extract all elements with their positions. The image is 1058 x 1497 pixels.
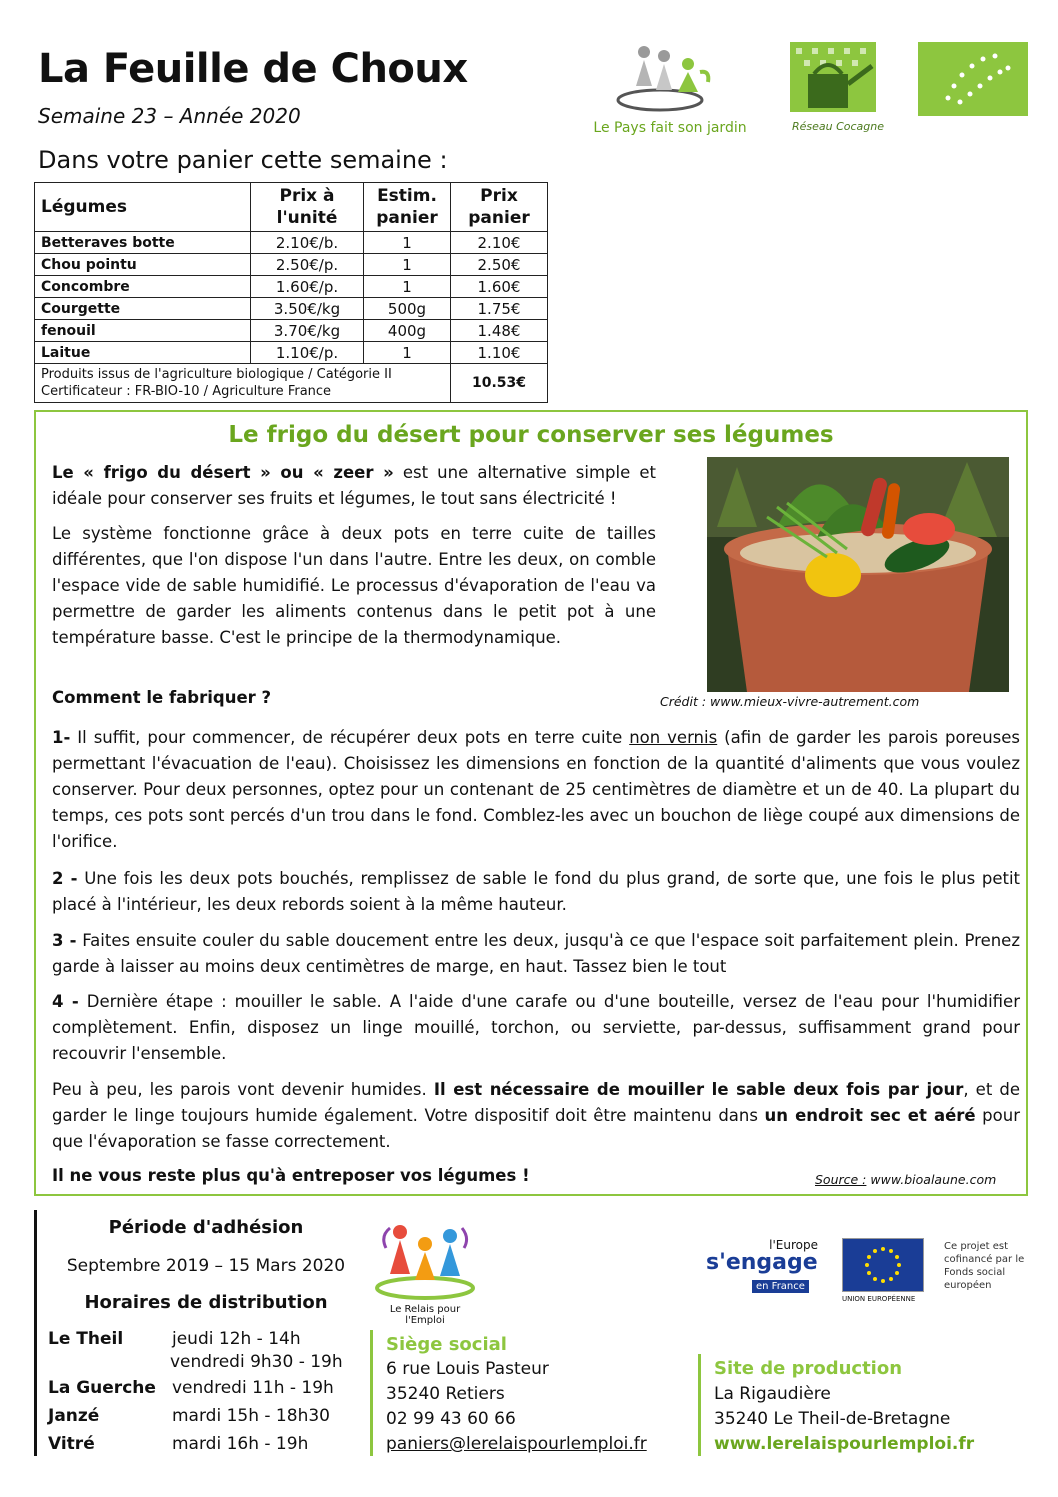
membership-period-title: Période d'adhésion	[108, 1217, 304, 1238]
p5-text-a: Peu à peu, les parois vont devenir humides.	[52, 1080, 434, 1099]
town-name: Janzé	[48, 1406, 100, 1426]
quantity: 1	[364, 254, 451, 276]
vegetable-name: Courgette	[35, 298, 251, 320]
table-row	[35, 298, 548, 320]
relais-pour-emploi-logo	[370, 1218, 480, 1326]
pays-fait-son-jardin-logo	[580, 36, 760, 142]
credit-label: Crédit :	[660, 694, 711, 709]
zeer-pot-photo	[707, 457, 1009, 692]
article-source	[815, 1172, 996, 1187]
basket-price: 2.50€	[451, 254, 548, 276]
distribution-time: jeudi 12h - 14h	[172, 1329, 301, 1349]
basket-price: 1.75€	[451, 298, 548, 320]
table-row	[35, 320, 548, 342]
siege-phone: 02 99 43 60 66	[386, 1409, 516, 1429]
article-intro	[52, 460, 656, 512]
table-footer-row	[35, 364, 548, 403]
credit-value: www.mieux-vivre-autrement.com	[710, 694, 920, 709]
intro-rest: est une alternative simple et idéale pour conserver ses fruits et légumes, le tout sans électricité !	[52, 463, 656, 508]
ue-caption: UNION EUROPÉENNE	[842, 1295, 916, 1303]
table-row	[35, 342, 548, 364]
table-row	[35, 254, 548, 276]
vegetable-name: fenouil	[35, 320, 251, 342]
photo-credit	[660, 694, 919, 709]
basket-price: 2.10€	[451, 232, 548, 254]
table-row	[35, 232, 548, 254]
europe-sengage-logo	[706, 1238, 818, 1300]
membership-period: Septembre 2019 – 15 Mars 2020	[66, 1256, 346, 1276]
step-2	[52, 866, 1020, 918]
unit-price: 3.50€/kg	[251, 298, 364, 320]
basket-price: 1.48€	[451, 320, 548, 342]
basket-table	[34, 182, 548, 403]
siege-city: 35240 Retiers	[386, 1384, 505, 1404]
eu-flag	[842, 1238, 924, 1292]
col-header-legumes: Légumes	[35, 183, 251, 232]
maintenance-paragraph	[52, 1077, 1020, 1155]
step-1-text-a: Il suffit, pour commencer, de récupérer deux pots en terre cuite	[70, 728, 630, 747]
closing-line: Il ne vous reste plus qu'à entreposer vos légumes !	[52, 1166, 530, 1185]
unit-price: 2.50€/p.	[251, 254, 364, 276]
unit-price: 1.10€/p.	[251, 342, 364, 364]
issue-subtitle: Semaine 23 – Année 2020	[38, 104, 301, 128]
intro-bold: Le « frigo du désert » ou « zeer »	[52, 463, 394, 482]
town-name: Le Theil	[48, 1329, 124, 1349]
step-4-text: Dernière étape : mouiller le sable. A l'aide d'une carafe ou d'une bouteille, versez de l'eau pour l'humidifier complètement. Enfin, disposez un linge mouillé, torchon, ou serviette, par-dessus, suffisamment grand pour recouvrir l'ensemble.	[52, 992, 1020, 1063]
col-header-basket-price: Prix panier	[451, 183, 548, 232]
source-label: Source :	[815, 1172, 867, 1187]
step-4	[52, 989, 1020, 1067]
basket-price: 1.10€	[451, 342, 548, 364]
site-divider	[698, 1354, 701, 1456]
quantity: 1	[364, 232, 451, 254]
europe-line-3: en France	[752, 1280, 809, 1293]
quantity: 400g	[364, 320, 451, 342]
page-title: La Feuille de Choux	[38, 46, 468, 92]
site-place: La Rigaudière	[714, 1384, 831, 1404]
article-title: Le frigo du désert pour conserver ses légumes	[228, 422, 834, 448]
p5-text-c: , et de garder le linge toujours humide également. Votre dispositif doit être maintenu dans	[52, 1080, 1020, 1125]
pays-logo-caption: Le Pays fait son jardin	[593, 120, 747, 136]
vegetable-name: Chou pointu	[35, 254, 251, 276]
quantity: 1	[364, 276, 451, 298]
eu-flag-logo	[842, 1238, 924, 1304]
site-title: Site de production	[714, 1358, 903, 1379]
unit-price: 1.60€/p.	[251, 276, 364, 298]
step-1-number: 1-	[52, 728, 71, 747]
distribution-hours-title: Horaires de distribution	[84, 1292, 328, 1313]
article-principle: Le système fonctionne grâce à deux pots en terre cuite de tailles différentes, que l'on dispose l'un dans l'autre. Entre les deux, on comble l'espace vide de sable humidifié. Le processus d'évaporation de l'eau va permettre de garder les aliments contenus dans le petit pot à une température basse. C'est le principe de la thermodynamique.	[52, 524, 656, 647]
siege-divider	[370, 1330, 373, 1456]
quantity: 1	[364, 342, 451, 364]
distribution-time: mardi 16h - 19h	[172, 1434, 309, 1454]
table-header-row	[35, 183, 548, 232]
certification-note	[35, 364, 451, 403]
town-name: La Guerche	[48, 1378, 156, 1398]
certification-line-1: Produits issus de l'agriculture biologique / Catégorie II	[41, 367, 392, 382]
step-3	[52, 928, 1020, 980]
vegetable-name: Laitue	[35, 342, 251, 364]
footer-divider	[34, 1210, 37, 1456]
step-2-text: Une fois les deux pots bouchés, remplissez de sable le fond du plus grand, de sorte que, une fois le plus petit placé à l'intérieur, les deux rebords soient à la même hauteur.	[52, 869, 1020, 914]
relais-logo-caption: Le Relais pour l'Emploi	[389, 1304, 461, 1326]
howto-heading: Comment le fabriquer ?	[52, 688, 272, 707]
unit-price: 3.70€/kg	[251, 320, 364, 342]
cocagne-logo-caption: Réseau Cocagne	[791, 120, 885, 133]
p5-bold-1: Il est nécessaire de mouiller le sable deux fois par jour	[433, 1080, 964, 1099]
eu-organic-logo	[918, 42, 1028, 116]
siege-street: 6 rue Louis Pasteur	[386, 1359, 549, 1379]
quantity: 500g	[364, 298, 451, 320]
website-link[interactable]: www.lerelaispourlemploi.fr	[714, 1434, 975, 1454]
siege-title: Siège social	[386, 1334, 507, 1355]
step-1-underlined: non vernis	[629, 728, 718, 747]
step-2-number: 2 -	[52, 869, 78, 888]
basket-heading: Dans votre panier cette semaine :	[38, 146, 448, 174]
europe-line-1: l'Europe	[769, 1238, 818, 1252]
vegetable-name: Concombre	[35, 276, 251, 298]
step-3-number: 3 -	[52, 931, 77, 950]
step-1-text-b: (afin de garder les parois poreuses permettant l'évacuation de l'eau). Choisissez les dimensions en fonction de la quantité d'aliments que vous voulez conserver. Pour deux personnes, optez pour un contenant de 25 centimètres de diamètre et un de 40. La plupart du temps, ces pots sont percés d'un trou dans le fond. Comblez-les avec un bouchon de liège coupé aux dimensions de l'orifice.	[52, 728, 1020, 851]
unit-price: 2.10€/b.	[251, 232, 364, 254]
reseau-cocagne-logo	[788, 40, 888, 136]
basket-price: 1.60€	[451, 276, 548, 298]
source-value: www.bioalaune.com	[866, 1172, 997, 1187]
col-header-unit-price: Prix à l'unité	[251, 183, 364, 232]
table-row	[35, 276, 548, 298]
step-4-number: 4 -	[52, 992, 79, 1011]
certification-line-2: Certificateur : FR-BIO-10 / Agriculture France	[41, 384, 332, 399]
distribution-time: vendredi 9h30 - 19h	[170, 1352, 343, 1372]
vegetable-name: Betteraves botte	[35, 232, 251, 254]
p5-text-e: pour que l'évaporation se fasse correctement.	[52, 1106, 1020, 1151]
europe-line-2: s'engage	[706, 1250, 818, 1275]
fse-cofinancing-note: Ce projet est cofinancé par le Fonds social européen	[944, 1241, 1025, 1291]
col-header-estimate: Estim. panier	[364, 183, 451, 232]
contact-email-link[interactable]: paniers@lerelaispourlemploi.fr	[386, 1434, 647, 1454]
distribution-time: vendredi 11h - 19h	[172, 1378, 334, 1398]
basket-total: 10.53€	[451, 364, 548, 403]
site-city: 35240 Le Theil-de-Bretagne	[714, 1409, 951, 1429]
p5-bold-2: un endroit sec et aéré	[764, 1106, 976, 1125]
distribution-time: mardi 15h - 18h30	[172, 1406, 330, 1426]
step-3-text: Faites ensuite couler du sable doucement entre les deux, jusqu'à ce que l'espace soit parfaitement plein. Prenez garde à laisser au moins deux centimètres de marge, en haut. Tassez bien le tout	[52, 931, 1020, 976]
town-name: Vitré	[48, 1434, 95, 1454]
step-1	[52, 725, 1020, 855]
